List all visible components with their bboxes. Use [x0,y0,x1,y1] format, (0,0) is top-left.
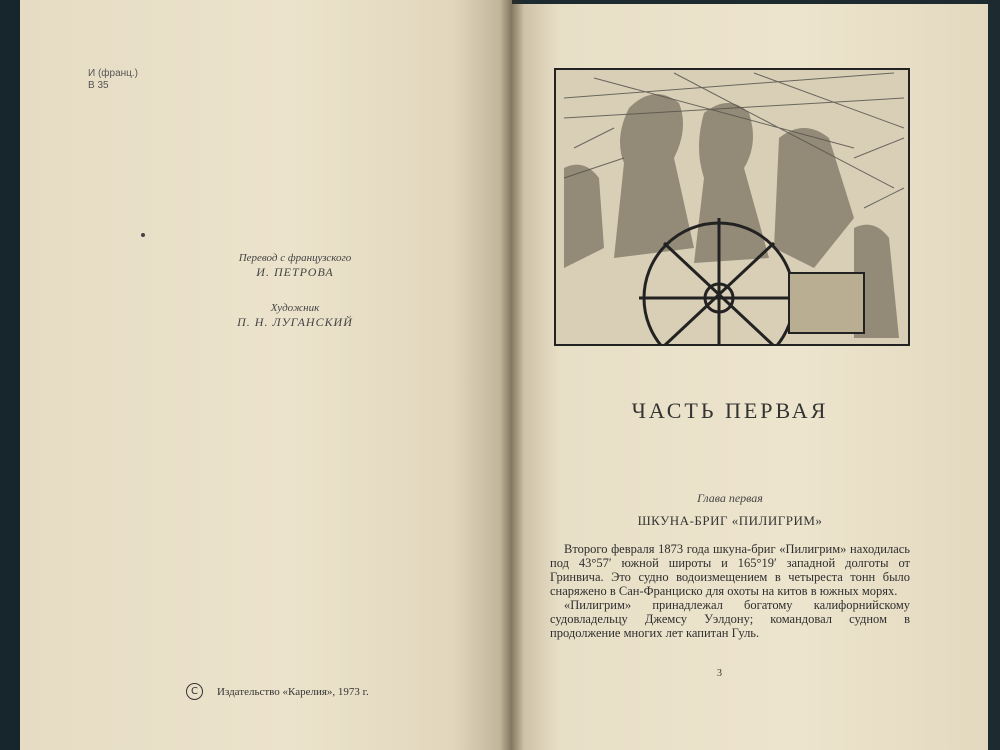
catalog-code [88,68,138,92]
table-edge [0,0,20,750]
paragraph: Второго февраля 1873 года шкуна-бриг «Пилигрим» находилась под 43°57′ южной широты и 165°19′ западной долготы от Гринвича. Это судно водоизмещением в четыреста тонн было снаряжено в Сан-Франциско для охоты на китов в южных морях. [550,542,910,598]
print-speck [141,233,145,237]
chapter-body [550,542,910,640]
page-number: 3 [717,668,722,679]
book-gutter [500,0,524,750]
chapter-label: Глава первая [697,491,763,505]
catalog-line: И (франц.) [88,68,139,79]
copyright-icon: C [186,683,203,700]
ship-wheel-engraving-icon [554,68,910,346]
left-page [20,0,512,750]
publisher-line [186,683,369,700]
translator-name: И. ПЕТРОВА [256,265,334,279]
part-title: ЧАСТЬ ПЕРВАЯ [631,398,829,423]
translation-label: Перевод с французского [238,252,352,264]
publisher-text: Издательство «Карелия», 1973 г. [217,685,369,698]
artist-label: Художник [270,302,320,314]
artist-name: П. Н. ЛУГАНСКИЙ [237,315,353,329]
catalog-line: В 35 [88,80,109,91]
paragraph: «Пилигрим» принадлежал богатому калифорнийскому судовладельцу Джемсу Уэлдону; командовал судном в продолжение многих лет капитан Гуль. [550,598,910,640]
translation-credit [210,252,380,280]
chapter-title: ШКУНА-БРИГ «ПИЛИГРИМ» [637,513,823,528]
artist-credit [210,302,380,330]
